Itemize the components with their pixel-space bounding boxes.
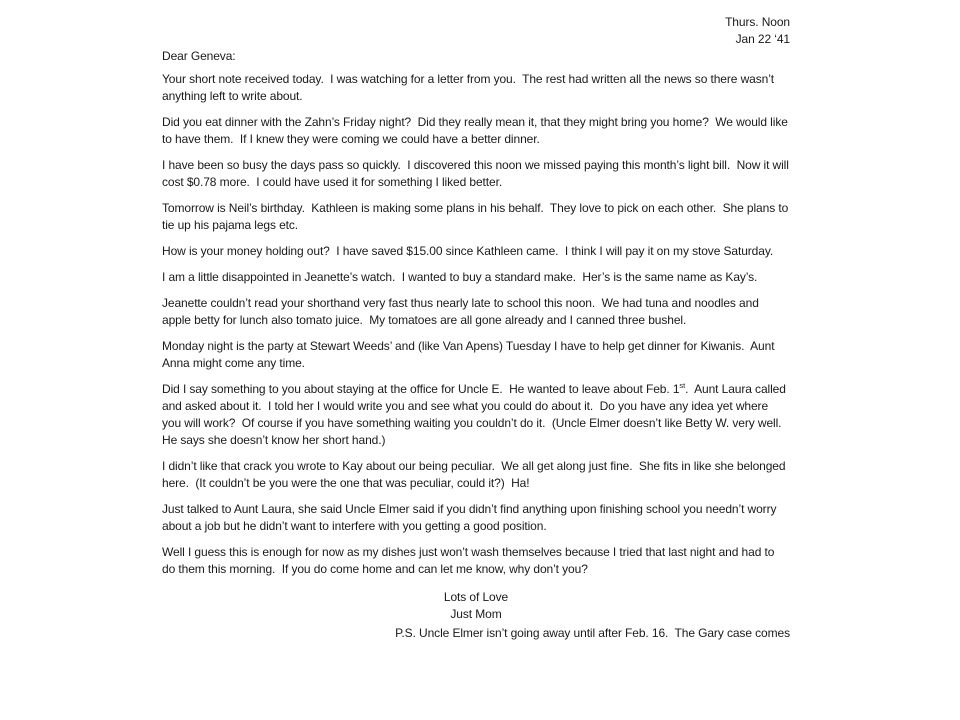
- date-line-date: Jan 22 ‘41: [735, 32, 790, 46]
- paragraph-9: [162, 381, 790, 449]
- ordinal-superscript: st: [679, 381, 686, 390]
- paragraph-10: I didn’t like that crack you wrote to Kay about our being peculiar. We all get along just fine. She fits in like she belonged here. (It couldn’t be you were the one that was peculiar, could it?) Ha!: [162, 459, 789, 490]
- paragraph-7: Jeanette couldn’t read your shorthand very fast thus nearly late to school this noon. We had tuna and noodles and apple betty for lunch also tomato juice. My tomatoes are all gone already and I canned three bushel.: [162, 296, 763, 327]
- paragraph-4: Tomorrow is Neil’s birthday. Kathleen is making some plans in his behalf. They love to pick on each other. She plans to tie up his pajama legs etc.: [162, 201, 792, 232]
- closing-line-2: Just Mom: [450, 607, 502, 621]
- date-header: [162, 14, 790, 48]
- paragraph-9-rest: . Aunt Laura called and asked about it. I told her I would write you and see what you could do about it. Do you have any idea yet where you will work? Of course if you have something waiting you couldn’t do it. (Uncle Elmer doesn’t like Betty W. very well. He says she doesn’t know her short hand.): [162, 382, 790, 447]
- paragraph-9-text: Did I say something to you about staying at the office for Uncle E. He wanted to leave about Feb. 1: [162, 382, 680, 396]
- paragraph-1: Your short note received today. I was watching for a letter from you. The rest had written all the news so there wasn’t anything left to write about.: [162, 72, 778, 103]
- paragraph-12: Well I guess this is enough for now as my dishes just won’t wash themselves because I tried that last night and had to do them this morning. If you do come home and can let me know, why don’t you?: [162, 545, 778, 576]
- paragraph-11: Just talked to Aunt Laura, she said Uncle Elmer said if you didn’t find anything upon finishing school you needn’t worry about a job but he didn’t want to interfere with you getting a good position.: [162, 502, 780, 533]
- salutation: Dear Geneva:: [162, 49, 236, 63]
- paragraph-2: Did you eat dinner with the Zahn’s Friday night? Did they really mean it, that they might bring you home? We would like to have them. If I knew they were coming we could have a better dinner.: [162, 115, 792, 146]
- paragraph-6: I am a little disappointed in Jeanette’s watch. I wanted to buy a standard make. Her’s is the same name as Kay’s.: [162, 270, 758, 284]
- date-line-day: Thurs. Noon: [725, 15, 790, 29]
- postscript: P.S. Uncle Elmer isn’t going away until after Feb. 16. The Gary case comes: [395, 626, 790, 640]
- paragraph-8: Monday night is the party at Stewart Weeds’ and (like Van Apens) Tuesday I have to help get dinner for Kiwanis. Aunt Anna might come any time.: [162, 339, 778, 370]
- closing-line-1: Lots of Love: [443, 590, 509, 604]
- closing: [162, 589, 790, 623]
- paragraph-5: How is your money holding out? I have saved $15.00 since Kathleen came. I think I will pay it on my stove Saturday.: [162, 244, 774, 258]
- paragraph-3: I have been so busy the days pass so quickly. I discovered this noon we missed paying this month’s light bill. Now it will cost $0.78 more. I could have used it for something I liked better.: [162, 158, 793, 189]
